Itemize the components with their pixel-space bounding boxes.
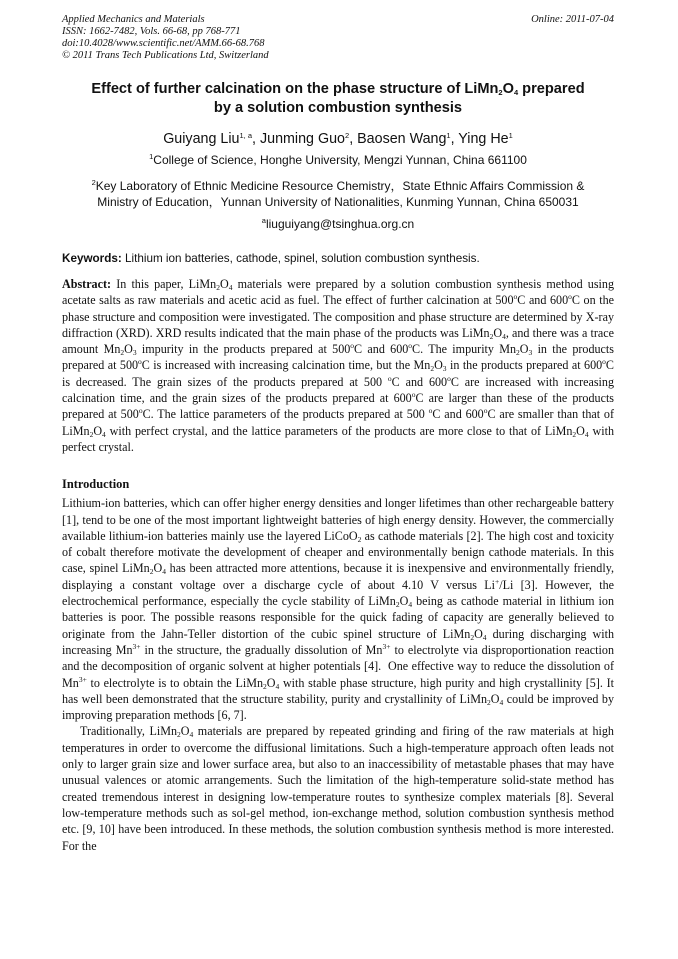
author-list: Guiyang Liu$^{1, a}$, Junming Guo$^2$, Baosen Wang$^1$, Ying He$^1$ [163,131,513,147]
author-name: Ying He [458,131,509,147]
keywords [62,251,614,266]
abstract-text: In this paper, $LiMn_2O_4$ materials were prepared by a solution combustion synthesis method using acetate salts as raw materials and acetic acid as fuel. The effect of further calcination at 500$^o$C and 600$^o$C on the phase structure and composition were investigated. The composition and phase structure are determined by X-ray diffraction (XRD). XRD results indicated that the main phase of the products was $LiMn_2O_4$, and there was a trace amount $Mn_2O_3$ impurity in the products prepared at 500$^o$C and 600$^o$C. The impurity $Mn_2O_3$ in the products prepared at 500$^o$C is increased with increasing calcination time, but the $Mn_2O_3$ in the products prepared at 600$^o$C is decreased. The grain sizes of the products prepared at 500 $^o$C and 600$^o$C are increased with increasing calcination time, and the grain sizes of the products prepared at 600$^o$C are larger than these of the products prepared at 500$^o$C. The lattice parameters of the products prepared at 500 $^o$C and 600$^o$C are smaller than that of $LiMn_2O_4$ with perfect crystal, and the lattice parameters of the products are more close to that of $LiMn_2O_4$ with perfect crystal. [62,277,615,454]
author-email[interactable]: $^a$liuguiyang@tsinghua.org.cn [261,216,415,231]
intro-paragraph-1: Lithium-ion batteries, which can offer higher energy densities and longer lifetimes than other rechargeable battery [1], tend to be one of the most important lightweight batteries of high energy density. However, the commercially available lithium-ion batteries mainly use the layered LiCoO$_2$ as cathode materials [2]. The high cost and toxicity of cobalt therefore motivate the development of cheaper and environmentally benign cathode materials. In this case, spinel $LiMn_2O_4$ has been attracted more attentions, because it is inexpensive and environmentally friendly, displaying a constant voltage over a discharge cycle of about 4.10 V versus Li+/Li [3]. However, the electrochemical performance, especially the cycle stability of $LiMn_2O_4$ being as cathode material in lithium ion batteries is poor. The possible reasons responsible for the quick fading of capacity are generally believed to originate from the Jahn-Teller distortion of the cubic spinel structure of $LiMn_2O_4$ during discharging with increasing $Mn^{3+}$ in the structure, the gradually dissolution of $Mn^{3+}$ to electrolyte via disproportionation reaction and the decomposition of organic solvent at higher potentials [4]. One effective way to reduce the dissolution of $Mn^{3+}$ to electrolyte is to obtain the $LiMn_2O_4$ with stable phase structure, high purity and high crystallinity [5]. It has well been demonstrated that the structure stability, purity and crystallinity of $LiMn_2O_4$ could be improved by improving preparation methods [6, 7]. [62,496,614,723]
author-name: Baosen Wang [357,131,447,147]
issn-line: ISSN: 1662-7482, Vols. 66-68, pp 768-771 [62,26,241,37]
affiliation-1: $^1$College of Science, Honghe University, Mengzi Yunnan, China 661100 [149,152,527,167]
online-date: Online: 2011-07-04 [531,14,614,25]
keywords-text: Lithium ion batteries, cathode, spinel, solution combustion synthesis. [121,252,480,265]
doi-line[interactable]: doi:10.4028/www.scientific.net/AMM.66-68.768 [62,38,265,49]
journal-header [62,14,614,62]
intro-paragraph-2: Traditionally, $LiMn_2O_4$ materials are prepared by repeated grinding and firing of the raw materials at high temperatures in order to overcome the diffusional limitations. Such a high-temperature approach often leads not only to larger grain size and lower surface area, but also to an inaccessibility of metastable phases that may have unusual valences or atomic arrangements. Such the limitation of the high-temperature solid-state method has created tremendous interest in designing low-temperature routes to synthesize complex materials [8]. Several low-temperature methods such as sol-gel method, ion-exchange method, solution combustion synthesis method etc. [9, 10] have been introduced. In these methods, the solution combustion synthesis method is more interested. For the [62,724,614,853]
keywords-label: Keywords: [62,252,122,265]
abstract-label: Abstract: [62,277,112,291]
journal-name: Applied Mechanics and Materials [62,14,205,25]
author-name: Guiyang Liu [163,131,240,147]
abstract [62,276,614,455]
section-heading-introduction: Introduction [62,477,130,492]
paper-title: Effect of further calcination on the phase structure of $LiMn_2O_4$ prepared by a solution combustion synthesis [91,81,585,116]
copyright-line: © 2011 Trans Tech Publications Ltd, Switzerland [62,50,269,61]
paper-page [62,14,614,854]
affiliation-2: $^2$Key Laboratory of Ethnic Medicine Resource Chemistry，State Ethnic Affairs Commission & Ministry of Education，Yunnan University of Nationalities, Kunming Yunnan, China 650031 [91,178,585,209]
author-name: Junming Guo [259,131,346,147]
